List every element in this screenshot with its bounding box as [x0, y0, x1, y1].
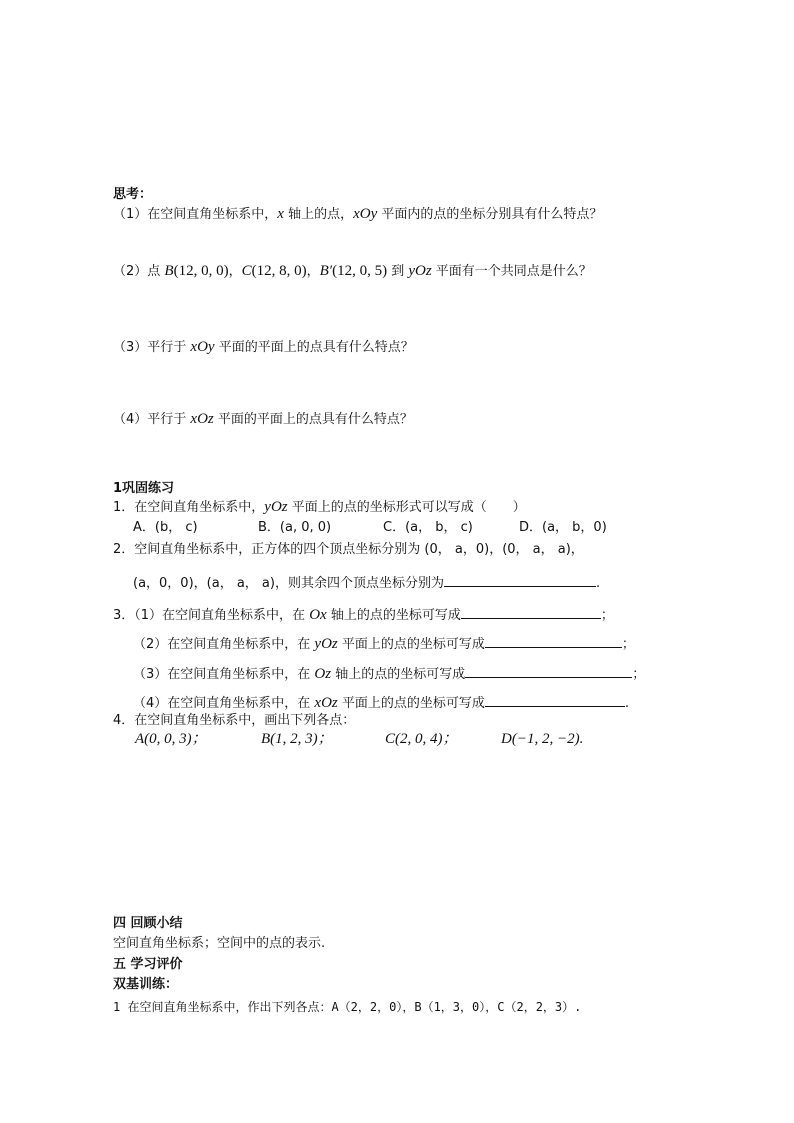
p3c-axis: Oz: [314, 666, 332, 682]
answer-blank[interactable]: [465, 664, 632, 678]
p1-prefix: 1．在空间直角坐标系中，: [113, 500, 265, 515]
q2-suffix: 平面有一个共同点是什么？: [431, 264, 592, 279]
review-text: 空间直角坐标系；空间中的点的表示.: [113, 936, 326, 951]
p3a-end: ；: [600, 608, 614, 623]
p3b-prefix: （2）在空间直角坐标系中，在: [133, 637, 315, 652]
q1-prefix: （1）在空间直角坐标系中，: [113, 207, 278, 222]
q2-C: C: [241, 263, 252, 279]
practice-3d: [133, 693, 629, 713]
q3-prefix: （3）平行于: [113, 340, 191, 355]
option-c: C．(a， b， c): [383, 520, 473, 535]
q2-sep2: ，: [306, 264, 320, 279]
answer-blank[interactable]: [444, 573, 596, 587]
practice-4-points: [135, 730, 583, 748]
q4-suffix: 平面的平面上的点具有什么特点？: [213, 412, 413, 427]
p3c-prefix: （3）在空间直角坐标系中，在: [133, 667, 315, 682]
p2-end: .: [595, 576, 601, 591]
practice-3b: [133, 634, 635, 654]
p3a-prefix: 3．（1）在空间直角坐标系中，在: [113, 608, 310, 623]
p3a-suffix: 轴上的点的坐标可写成: [326, 608, 461, 623]
p3d-axis: xOz: [314, 695, 338, 711]
q2-C-coords: (12, 8, 0): [251, 263, 307, 279]
q4-prefix: （4）平行于: [113, 412, 191, 427]
practice-2-line2: [133, 573, 600, 593]
point-b: B(1, 2, 3)；: [261, 731, 333, 747]
evaluation-subheading: 双基训练：: [113, 977, 179, 992]
q2-mid: 到: [387, 264, 409, 279]
q2-B-coords: (12, 0, 0): [173, 263, 229, 279]
q2-yoz: yOz: [408, 263, 432, 279]
review-heading: 四 回顾小结: [113, 916, 183, 931]
evaluation-heading: 五 学习评价: [113, 957, 183, 972]
practice-heading: 1巩固练习: [113, 481, 175, 496]
evaluation-question-1: 1 在空间直角坐标系中，作出下列各点：A（2，2，0），B（1，3，0），C（2，2，3）.: [113, 1000, 582, 1014]
q1-x: x: [277, 206, 284, 222]
q3-suffix: 平面的平面上的点具有什么特点？: [214, 340, 414, 355]
q1-mid: 轴上的点，: [283, 207, 354, 222]
q2-B: B: [164, 263, 174, 279]
think-question-2: [113, 262, 592, 281]
practice-3a: [113, 605, 614, 625]
p3b-suffix: 平面上的点的坐标可写成: [337, 637, 485, 652]
think-heading: 思考：: [113, 187, 153, 202]
p2-line2-text: (a，0，0)，(a， a， a)，则其余四个顶点坐标分别为: [133, 576, 444, 591]
p3c-suffix: 轴上的点的坐标可写成: [331, 667, 466, 682]
p3d-end: .: [624, 696, 630, 711]
option-d: D．(a， b，0): [519, 520, 607, 535]
p3a-axis: Ox: [309, 607, 327, 623]
point-c: C(2, 0, 4)；: [385, 731, 458, 747]
practice-1-options: [133, 519, 607, 537]
p3d-suffix: 平面上的点的坐标可写成: [337, 696, 485, 711]
practice-3c: [133, 664, 645, 684]
practice-4-line1: 4．在空间直角坐标系中，画出下列各点：: [113, 713, 356, 728]
p3c-end: ；: [632, 667, 646, 682]
answer-blank[interactable]: [485, 693, 625, 707]
p3b-axis: yOz: [314, 636, 338, 652]
q2-prefix: （2）点: [113, 264, 165, 279]
practice-2-line1: 2．空间直角坐标系中，正方体的四个顶点坐标分别为 (0， a，0)，(0， a， a)，: [113, 542, 584, 557]
answer-blank[interactable]: [461, 605, 601, 619]
point-d: D(−1, 2, −2).: [501, 731, 584, 747]
q2-sep1: ，: [228, 264, 242, 279]
p1-plane: yOz: [264, 499, 288, 515]
think-question-1: [113, 205, 602, 224]
p3d-prefix: （4）在空间直角坐标系中，在: [133, 696, 315, 711]
q4-plane: xOz: [190, 411, 214, 427]
q3-plane: xOy: [190, 339, 215, 355]
answer-blank[interactable]: [485, 634, 622, 648]
q2-Bprime: B′: [319, 263, 333, 279]
think-question-4: [113, 410, 413, 429]
p1-suffix: 平面上的点的坐标形式可以写成（ ）: [287, 500, 526, 515]
think-question-3: [113, 338, 414, 357]
q2-Bprime-coords: (12, 0, 5): [332, 263, 388, 279]
practice-1: [113, 498, 526, 517]
option-b: B．(a, 0, 0): [258, 520, 332, 535]
p3b-end: ；: [621, 637, 635, 652]
option-a: A．(b， c): [133, 520, 198, 535]
point-a: A(0, 0, 3)；: [135, 731, 207, 747]
q1-suffix: 平面内的点的坐标分别具有什么特点？: [377, 207, 603, 222]
q1-xoy: xOy: [353, 206, 378, 222]
